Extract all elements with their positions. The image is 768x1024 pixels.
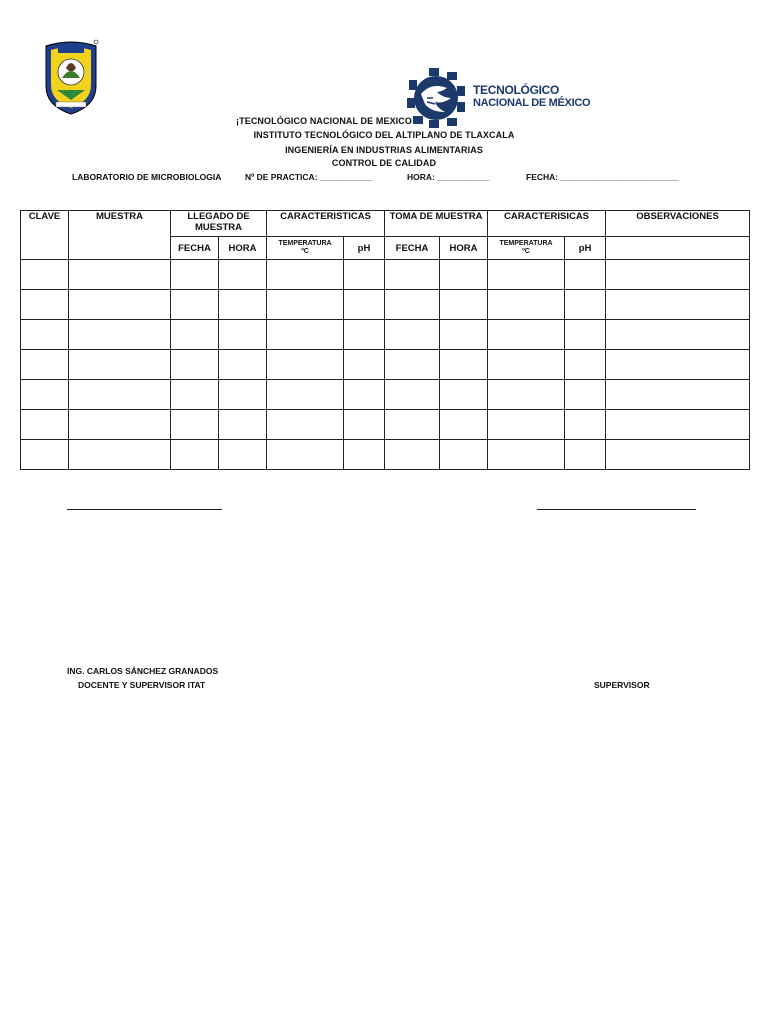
table-cell[interactable] xyxy=(606,410,750,440)
table-row xyxy=(21,350,750,380)
table-cell[interactable] xyxy=(69,440,171,470)
signature-line-right xyxy=(537,509,696,510)
tecnm-logo-text-line2: NACIONAL DE MÉXICO xyxy=(473,97,591,109)
temperatura-label-2: TEMPERATURA xyxy=(499,240,553,247)
table-cell[interactable] xyxy=(565,440,606,470)
institute-seal-logo xyxy=(40,38,102,116)
table-cell[interactable] xyxy=(267,290,344,320)
table-cell[interactable] xyxy=(267,260,344,290)
header-line-4: CONTROL DE CALIDAD xyxy=(331,158,437,168)
lab-label: LABORATORIO DE MICROBIOLOGIA xyxy=(72,172,222,182)
table-cell[interactable] xyxy=(69,290,171,320)
subheader-fecha-llegado: FECHA xyxy=(171,237,219,260)
table-cell[interactable] xyxy=(219,290,267,320)
table-cell[interactable] xyxy=(267,410,344,440)
table-cell[interactable] xyxy=(488,440,565,470)
table-cell[interactable] xyxy=(385,260,440,290)
header-llegado-de-muestra: LLEGADO DE MUESTRA xyxy=(171,211,267,237)
table-cell[interactable] xyxy=(69,320,171,350)
table-cell[interactable] xyxy=(385,410,440,440)
table-cell[interactable] xyxy=(565,350,606,380)
table-cell[interactable] xyxy=(21,350,69,380)
table-cell[interactable] xyxy=(267,320,344,350)
table-cell[interactable] xyxy=(385,290,440,320)
table-cell[interactable] xyxy=(385,440,440,470)
table-body xyxy=(21,260,750,470)
table-cell[interactable] xyxy=(565,410,606,440)
table-cell[interactable] xyxy=(565,380,606,410)
subheader-temperatura-1 xyxy=(267,237,344,260)
table-cell[interactable] xyxy=(488,290,565,320)
table-cell[interactable] xyxy=(488,260,565,290)
table-cell[interactable] xyxy=(344,290,385,320)
unit-label-2: ºC xyxy=(522,248,530,255)
table-cell[interactable] xyxy=(171,440,219,470)
date-field: FECHA: _________________________ xyxy=(526,172,679,182)
table-cell[interactable] xyxy=(69,350,171,380)
subheader-ph-1: pH xyxy=(344,237,385,260)
table-cell[interactable] xyxy=(171,290,219,320)
table-cell[interactable] xyxy=(440,260,488,290)
table-cell[interactable] xyxy=(440,320,488,350)
table-cell[interactable] xyxy=(219,320,267,350)
table-cell[interactable] xyxy=(171,410,219,440)
header-line-2: INSTITUTO TECNOLÓGICO DEL ALTIPLANO DE TLAXCALA xyxy=(253,130,515,140)
table-cell[interactable] xyxy=(488,410,565,440)
table-cell[interactable] xyxy=(606,440,750,470)
table-cell[interactable] xyxy=(219,260,267,290)
subheader-ph-2: pH xyxy=(565,237,606,260)
table-cell[interactable] xyxy=(606,350,750,380)
subheader-fecha-toma: FECHA xyxy=(385,237,440,260)
table-cell[interactable] xyxy=(267,440,344,470)
subheader-hora-toma: HORA xyxy=(440,237,488,260)
table-cell[interactable] xyxy=(171,350,219,380)
table-cell[interactable] xyxy=(219,440,267,470)
subheader-temperatura-2 xyxy=(488,237,565,260)
table-cell[interactable] xyxy=(606,320,750,350)
table-cell[interactable] xyxy=(565,320,606,350)
table-cell[interactable] xyxy=(171,260,219,290)
table-cell[interactable] xyxy=(440,410,488,440)
table-cell[interactable] xyxy=(69,410,171,440)
table-row xyxy=(21,380,750,410)
table-cell[interactable] xyxy=(69,380,171,410)
sample-log-table xyxy=(20,210,750,470)
subheader-observaciones-blank xyxy=(606,237,750,260)
practice-number-field: Nº DE PRACTICA: ___________ xyxy=(245,172,372,182)
table-cell[interactable] xyxy=(21,380,69,410)
table-cell[interactable] xyxy=(385,350,440,380)
table-cell[interactable] xyxy=(385,320,440,350)
table-cell[interactable] xyxy=(606,260,750,290)
signer-name-left: ING. CARLOS SÁNCHEZ GRANADOS xyxy=(67,666,219,676)
table-cell[interactable] xyxy=(440,350,488,380)
table-cell[interactable] xyxy=(385,380,440,410)
header-clave: CLAVE xyxy=(21,211,69,260)
header-caracterisicas: CARACTERISICAS xyxy=(488,211,606,237)
table-row xyxy=(21,290,750,320)
table-cell[interactable] xyxy=(606,290,750,320)
signer-role-right: SUPERVISOR xyxy=(594,680,650,690)
table-cell[interactable] xyxy=(344,410,385,440)
header-muestra: MUESTRA xyxy=(69,211,171,260)
table-cell[interactable] xyxy=(21,440,69,470)
unit-label-1: ºC xyxy=(301,248,309,255)
table-cell[interactable] xyxy=(488,380,565,410)
table-cell[interactable] xyxy=(606,380,750,410)
table-cell[interactable] xyxy=(344,440,385,470)
table-cell[interactable] xyxy=(565,290,606,320)
table-cell[interactable] xyxy=(440,440,488,470)
table-cell[interactable] xyxy=(267,350,344,380)
table-cell[interactable] xyxy=(219,350,267,380)
header-caracteristicas: CARACTERISTICAS xyxy=(267,211,385,237)
table-cell[interactable] xyxy=(267,380,344,410)
table-row xyxy=(21,320,750,350)
table-cell[interactable] xyxy=(21,260,69,290)
table-row xyxy=(21,440,750,470)
table-cell[interactable] xyxy=(440,290,488,320)
tecnm-logo-text-line1: TECNOLÓGICO xyxy=(473,83,560,97)
table-row xyxy=(21,260,750,290)
table-cell[interactable] xyxy=(219,410,267,440)
table-cell[interactable] xyxy=(69,260,171,290)
table-cell[interactable] xyxy=(344,350,385,380)
signature-line-left xyxy=(67,509,222,510)
signer-role-left: DOCENTE Y SUPERVISOR ITAT xyxy=(78,680,206,690)
table-cell[interactable] xyxy=(21,320,69,350)
header-toma-de-muestra: TOMA DE MUESTRA xyxy=(385,211,488,237)
header-observaciones: OBSERVACIONES xyxy=(606,211,750,237)
header-line-3: INGENIERÍA EN INDUSTRIAS ALIMENTARIAS xyxy=(285,145,483,155)
table-cell[interactable] xyxy=(21,410,69,440)
table-cell[interactable] xyxy=(440,380,488,410)
table-cell[interactable] xyxy=(219,380,267,410)
temperatura-label-1: TEMPERATURA xyxy=(278,240,332,247)
table-cell[interactable] xyxy=(21,290,69,320)
hour-field: HORA: ___________ xyxy=(407,172,490,182)
header-line-1: ¡TECNOLÓGICO NACIONAL DE MEXICO xyxy=(236,116,412,126)
table-row xyxy=(21,410,750,440)
table-cell[interactable] xyxy=(344,320,385,350)
table-cell[interactable] xyxy=(565,260,606,290)
table-cell[interactable] xyxy=(344,260,385,290)
table-cell[interactable] xyxy=(344,380,385,410)
table-cell[interactable] xyxy=(171,320,219,350)
table-cell[interactable] xyxy=(488,350,565,380)
subheader-hora-llegado: HORA xyxy=(219,237,267,260)
table-cell[interactable] xyxy=(488,320,565,350)
table-cell[interactable] xyxy=(171,380,219,410)
